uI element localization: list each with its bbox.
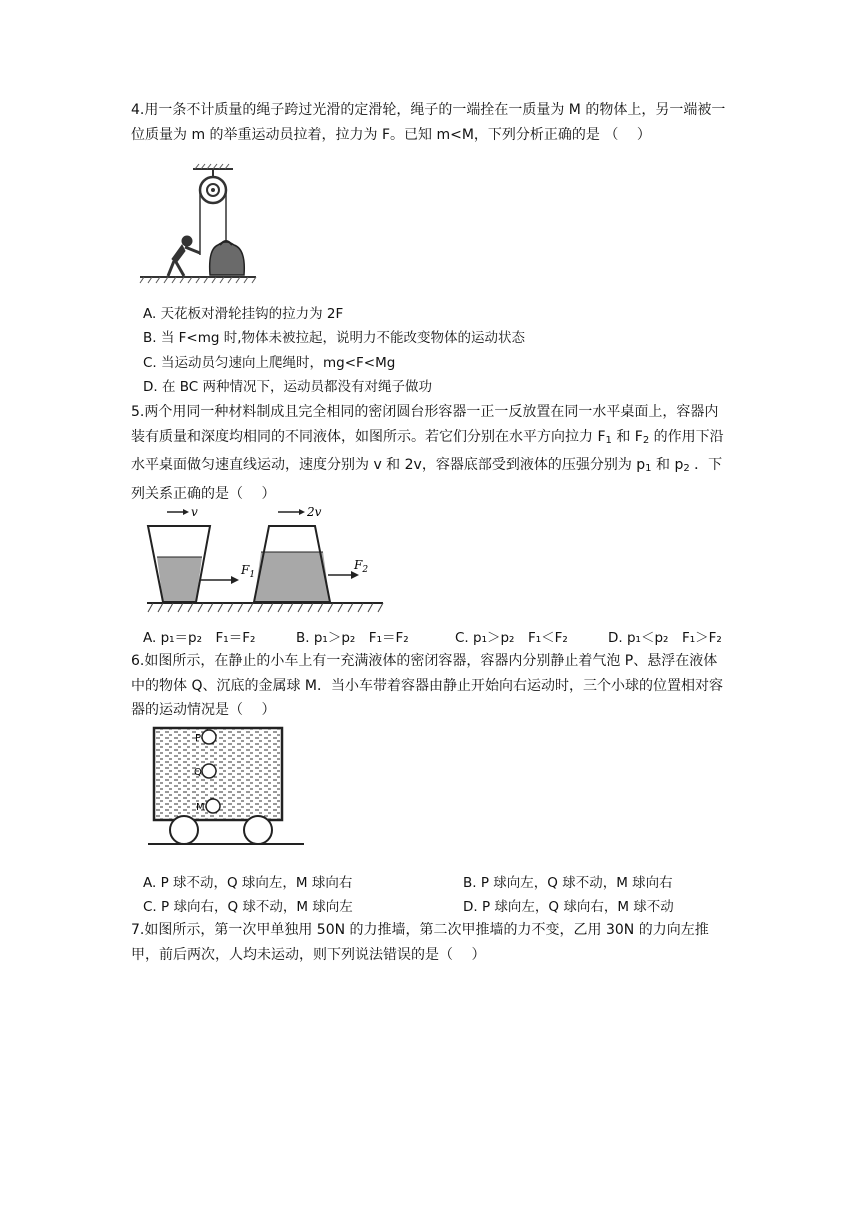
- q4-option-b: B. 当 F<mg 时,物体未被拉起，说明力不能改变物体的运动状态: [143, 330, 526, 346]
- q5-sub-2a: 2: [642, 434, 650, 446]
- q5-stem-part-3: 的作用下沿水平桌面做匀速直线运动，速度分别为 v 和 2v，容器底部受到液体的压强分别为 p: [131, 428, 724, 473]
- q5-sub-1b: 1: [645, 463, 652, 474]
- q5-velocity-label-2: 2v: [307, 505, 322, 519]
- q4-pulley-figure: [138, 163, 258, 291]
- q5-option-d: D. p₁＜p₂ F₁＞F₂: [608, 630, 722, 646]
- q5-option-b: B. p₁＞p₂ F₁＝F₂: [296, 630, 409, 646]
- q6-stem: 6.如图所示，在静止的小车上有一充满液体的密闭容器，容器内分别静止着气泡 P、悬浮在液体中的物体 Q、沉底的金属球 M．当小车带着容器由静止开始向右运动时，三个小球的位置相对容器的运动情况是（ ）: [131, 653, 723, 718]
- q5-stem-part-1: 5.两个用同一种材料制成且完全相同的密闭圆台形容器一正一反放置在同一水平桌面上，容器内装有质量和深度均相同的不同液体，如图所示。若它们分别在水平方向拉力 F: [131, 404, 719, 445]
- q6-label-p: P: [195, 733, 202, 744]
- q5-stem-part-2: 和 F: [611, 428, 643, 445]
- q5-option-c: C. p₁＞p₂ F₁＜F₂: [455, 630, 568, 646]
- q5-sub-2b: 2: [683, 463, 690, 474]
- q4-stem: 4.用一条不计质量的绳子跨过光滑的定滑轮，绳子的一端拴在一质量为 M 的物体上，另一端被一位质量为 m 的举重运动员拉着，拉力为 F。已知 m<M，下列分析正确的是 （ ）: [131, 102, 726, 143]
- q5-sub-1a: 1: [605, 434, 612, 446]
- q6-option-b: B. P 球向左，Q 球不动，M 球向右: [463, 875, 673, 891]
- q5-containers-figure: [145, 500, 385, 618]
- q7-stem: 7.如图所示，第一次甲单独用 50N 的力推墙，第二次甲推墙的力不变，乙用 30N 的力向左推甲，前后两次，人均未运动，则下列说法错误的是（ ）: [131, 922, 709, 963]
- q6-option-a: A. P 球不动，Q 球向左，M 球向右: [143, 875, 353, 891]
- q5-stem: [131, 400, 731, 506]
- q6-cart-figure: [146, 724, 306, 848]
- q4-option-a: A. 天花板对滑轮挂钩的拉力为 2F: [143, 306, 344, 322]
- q5-velocity-label-1: v: [191, 505, 198, 519]
- q6-option-d: D. P 球向左，Q 球向右，M 球不动: [463, 899, 674, 915]
- q5-option-a: A. p₁＝p₂ F₁＝F₂: [143, 630, 256, 646]
- q4-option-c: C. 当运动员匀速向上爬绳时，mg<F<Mg: [143, 355, 396, 371]
- q5-stem-part-5: ．下列关系正确的是（ ）: [131, 457, 723, 502]
- q6-label-q: Q: [194, 767, 202, 778]
- q5-force-label-2: $F_2$: [354, 558, 369, 575]
- q6-label-m: M: [196, 802, 205, 813]
- q5-stem-part-4: 和 p: [651, 457, 684, 473]
- q6-option-c: C. P 球向右，Q 球不动，M 球向左: [143, 899, 353, 915]
- q5-force-label-1: $F_1$: [241, 563, 256, 580]
- q4-option-d: D. 在 BC 两种情况下，运动员都没有对绳子做功: [143, 379, 433, 395]
